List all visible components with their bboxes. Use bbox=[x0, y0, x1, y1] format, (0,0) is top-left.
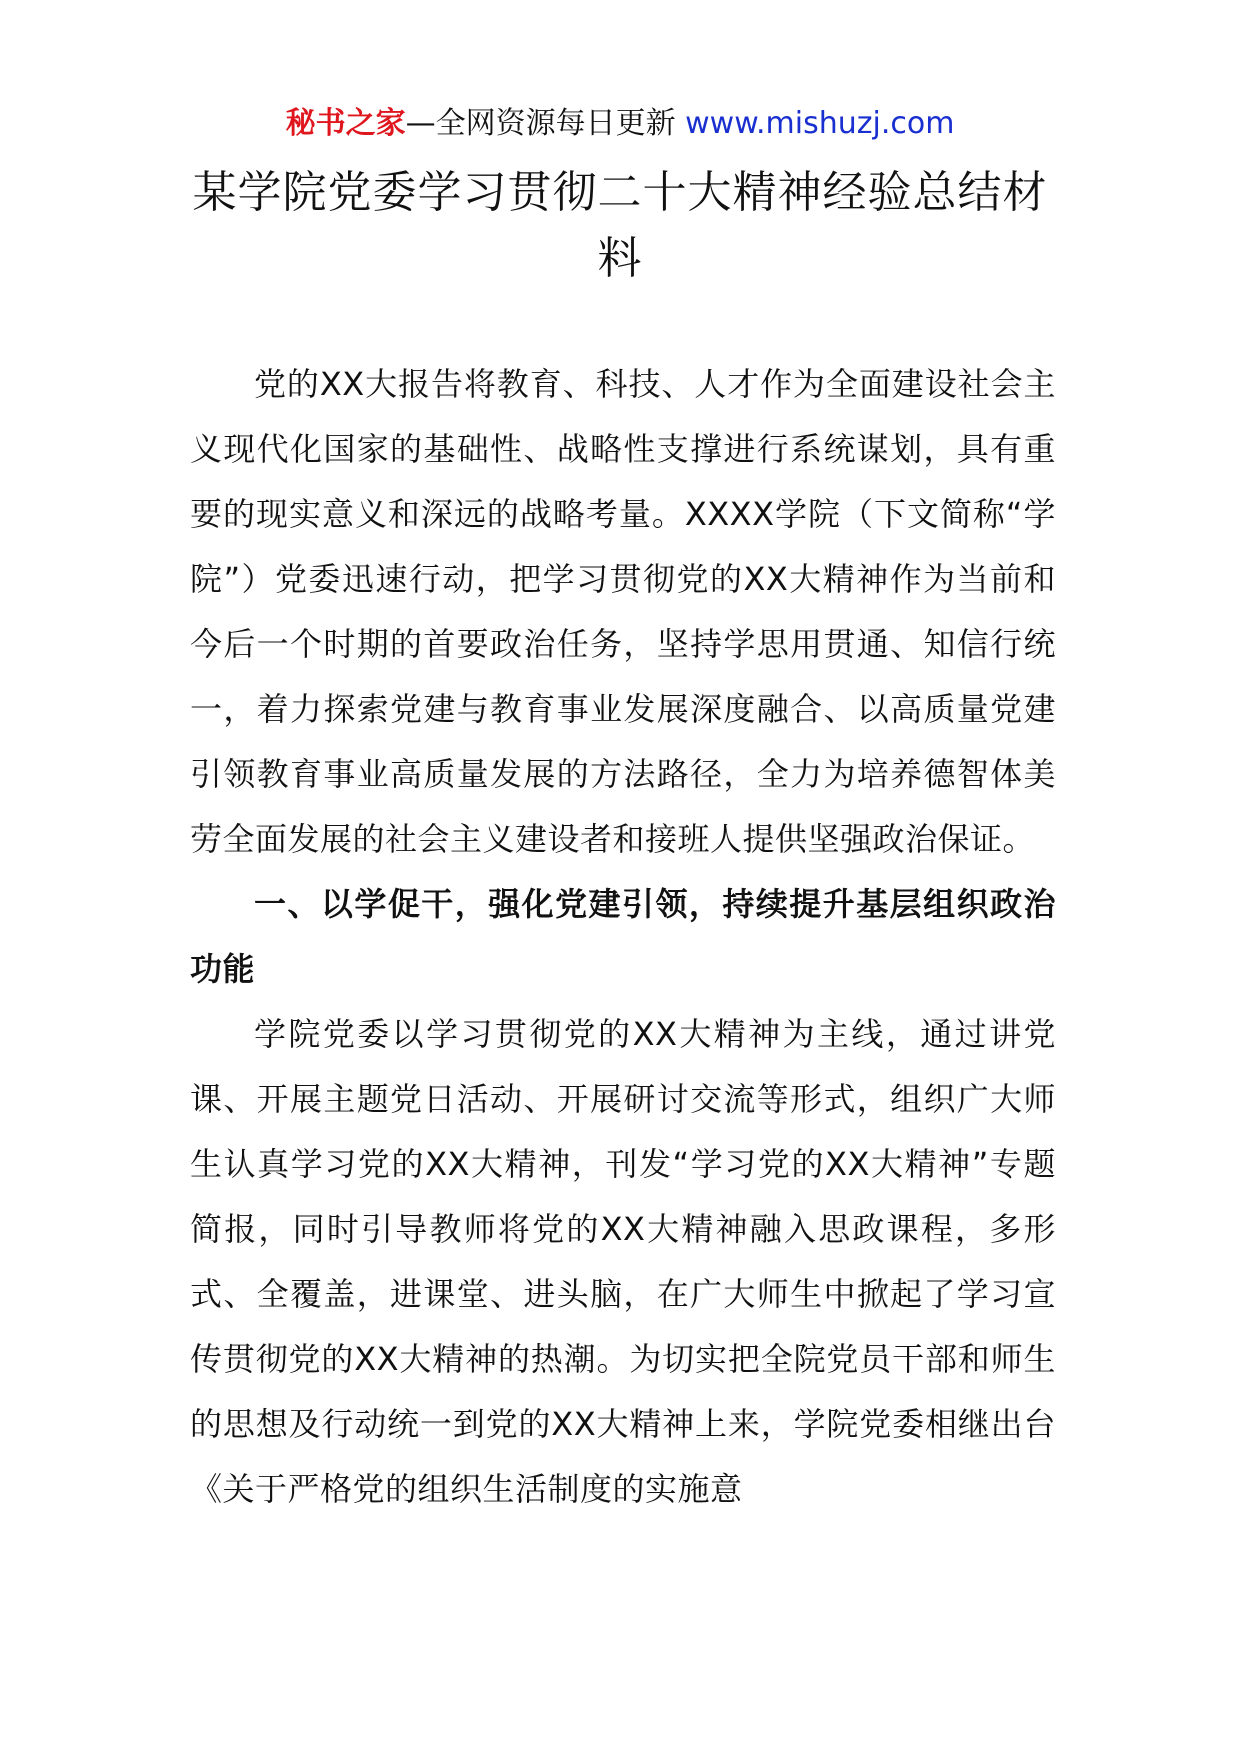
paragraph-intro: 党的XX大报告将教育、科技、人才作为全面建设社会主义现代化国家的基础性、战略性支撑进行系统谋划，具有重要的现实意义和深远的战略考量。XXXX学院（下文简称“学院”）党委迅速行动，把学习贯彻党的XX大精神作为当前和今后一个时期的首要政治任务，坚持学思用贯通、知信行统一，着力探索党建与教育事业发展深度融合、以高质量党建引领教育事业高质量发展的方法路径，全力为培养德智体美劳全面发展的社会主义建设者和接班人提供坚强政治保证。 bbox=[190, 365, 1056, 858]
document-body bbox=[190, 352, 1056, 1522]
watermark-brand: 秘书之家 bbox=[285, 106, 406, 141]
watermark-url: www.mishuzj.com bbox=[685, 106, 955, 141]
document-title: 某学院党委学习贯彻二十大精神经验总结材料 bbox=[192, 167, 1048, 284]
watermark-slogan: —全网资源每日更新 bbox=[405, 106, 676, 141]
paragraph-section-1: 学院党委以学习贯彻党的XX大精神为主线，通过讲党课、开展主题党日活动、开展研讨交流等形式，组织广大师生认真学习党的XX大精神，刊发“学习党的XX大精神”专题简报，同时引导教师将党的XX大精神融入思政课程，多形式、全覆盖，进课堂、进头脑，在广大师生中掀起了学习宣传贯彻党的XX大精神的热潮。为切实把全院党员干部和师生的思想及行动统一到党的XX大精神上来，学院党委相继出台《关于严格党的组织生活制度的实施意 bbox=[190, 1015, 1056, 1508]
site-watermark bbox=[0, 102, 1240, 146]
section-heading-1: 一、以学促干，强化党建引领，持续提升基层组织政治功能 bbox=[190, 885, 1056, 988]
